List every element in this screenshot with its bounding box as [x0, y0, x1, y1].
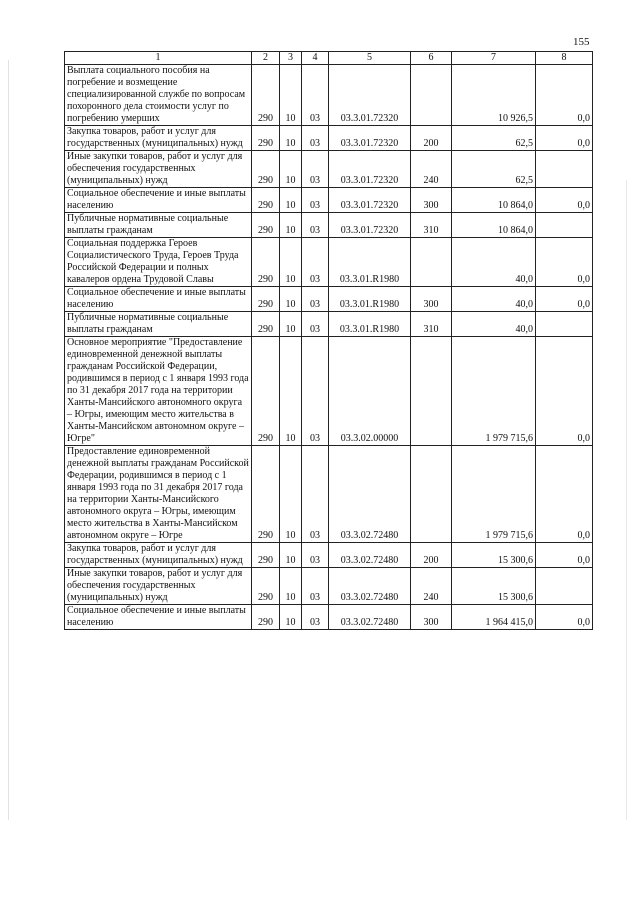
cell-podrazdel: 03 [302, 287, 329, 312]
cell-amount: 10 864,0 [452, 213, 536, 238]
cell-expense-type: 300 [411, 188, 452, 213]
table-row [65, 337, 593, 446]
row-name: Социальная поддержка Героев Социалистического Труда, Героев Труда Российской Федерации и полных кавалеров ордена Трудовой Славы [65, 238, 252, 287]
table-row [65, 312, 593, 337]
cell-razdel: 10 [280, 213, 302, 238]
cell-ved: 290 [252, 605, 280, 630]
cell-amount-2: 0,0 [536, 126, 593, 151]
row-name: Предоставление единовременной денежной выплаты гражданам Российской Федерации, родившимся в период с 1 января 1993 года по 31 декабря 2017 года на территории Ханты-Мансийского автономного округа – Югры, имеющим место жительства в Ханты-Мансийском автономном округе – Югре [65, 446, 252, 543]
cell-ved: 290 [252, 287, 280, 312]
row-name: Социальное обеспечение и иные выплаты населению [65, 605, 252, 630]
cell-target-code: 03.3.01.72320 [329, 65, 411, 126]
cell-target-code: 03.3.01.72320 [329, 151, 411, 188]
cell-expense-type: 310 [411, 312, 452, 337]
cell-target-code: 03.3.02.72480 [329, 543, 411, 568]
cell-amount: 40,0 [452, 312, 536, 337]
cell-amount-2: 0,0 [536, 65, 593, 126]
cell-amount-2: 0,0 [536, 287, 593, 312]
cell-podrazdel: 03 [302, 446, 329, 543]
row-name: Публичные нормативные социальные выплаты гражданам [65, 312, 252, 337]
cell-amount: 62,5 [452, 126, 536, 151]
cell-podrazdel: 03 [302, 188, 329, 213]
cell-target-code: 03.3.02.72480 [329, 446, 411, 543]
cell-podrazdel: 03 [302, 213, 329, 238]
cell-amount: 1 979 715,6 [452, 446, 536, 543]
cell-target-code: 03.3.02.72480 [329, 605, 411, 630]
scan-edge-mark [626, 180, 627, 820]
column-header: 7 [452, 52, 536, 65]
cell-expense-type: 200 [411, 126, 452, 151]
cell-amount: 62,5 [452, 151, 536, 188]
column-header: 2 [252, 52, 280, 65]
cell-razdel: 10 [280, 65, 302, 126]
cell-target-code: 03.3.02.72480 [329, 568, 411, 605]
cell-amount: 15 300,6 [452, 543, 536, 568]
cell-amount-2 [536, 151, 593, 188]
cell-podrazdel: 03 [302, 65, 329, 126]
cell-amount: 40,0 [452, 238, 536, 287]
cell-ved: 290 [252, 337, 280, 446]
cell-target-code: 03.3.01.R1980 [329, 312, 411, 337]
cell-razdel: 10 [280, 126, 302, 151]
cell-expense-type [411, 238, 452, 287]
cell-podrazdel: 03 [302, 543, 329, 568]
row-name: Социальное обеспечение и иные выплаты населению [65, 188, 252, 213]
cell-podrazdel: 03 [302, 238, 329, 287]
column-header: 8 [536, 52, 593, 65]
cell-amount: 40,0 [452, 287, 536, 312]
row-name: Закупка товаров, работ и услуг для государственных (муниципальных) нужд [65, 543, 252, 568]
cell-target-code: 03.3.01.72320 [329, 126, 411, 151]
cell-podrazdel: 03 [302, 568, 329, 605]
table-row [65, 151, 593, 188]
cell-target-code: 03.3.01.R1980 [329, 238, 411, 287]
table-row [65, 287, 593, 312]
column-header: 5 [329, 52, 411, 65]
header-row [65, 52, 593, 65]
cell-podrazdel: 03 [302, 605, 329, 630]
column-header: 1 [65, 52, 252, 65]
table-row [65, 543, 593, 568]
cell-amount-2: 0,0 [536, 605, 593, 630]
column-header: 6 [411, 52, 452, 65]
cell-razdel: 10 [280, 287, 302, 312]
cell-amount-2: 0,0 [536, 543, 593, 568]
cell-expense-type: 310 [411, 213, 452, 238]
cell-expense-type [411, 446, 452, 543]
cell-amount-2: 0,0 [536, 188, 593, 213]
cell-razdel: 10 [280, 188, 302, 213]
table-row [65, 126, 593, 151]
cell-expense-type: 300 [411, 287, 452, 312]
cell-razdel: 10 [280, 543, 302, 568]
cell-target-code: 03.3.01.72320 [329, 213, 411, 238]
table-row [65, 446, 593, 543]
cell-amount: 10 864,0 [452, 188, 536, 213]
cell-target-code: 03.3.02.00000 [329, 337, 411, 446]
table-row [65, 188, 593, 213]
table-row [65, 568, 593, 605]
cell-ved: 290 [252, 446, 280, 543]
cell-razdel: 10 [280, 151, 302, 188]
cell-amount-2 [536, 213, 593, 238]
row-name: Иные закупки товаров, работ и услуг для обеспечения государственных (муниципальных) нужд [65, 151, 252, 188]
row-name: Иные закупки товаров, работ и услуг для обеспечения государственных (муниципальных) нужд [65, 568, 252, 605]
cell-amount: 1 979 715,6 [452, 337, 536, 446]
cell-target-code: 03.3.01.R1980 [329, 287, 411, 312]
cell-razdel: 10 [280, 238, 302, 287]
cell-expense-type [411, 337, 452, 446]
scan-edge-mark [8, 60, 9, 820]
table-row [65, 213, 593, 238]
cell-podrazdel: 03 [302, 337, 329, 446]
cell-ved: 290 [252, 312, 280, 337]
table-row [65, 605, 593, 630]
row-name: Основное мероприятие "Предоставление единовременной денежной выплаты гражданам Российской Федерации, родившимся в период с 1 января 1993 года по 31 декабря 2017 года на территории Ханты-Мансийского автономного округа – Югры, имеющим место жительства в Ханты-Мансийском автономном округе – Югре" [65, 337, 252, 446]
cell-razdel: 10 [280, 446, 302, 543]
column-header: 4 [302, 52, 329, 65]
column-header: 3 [280, 52, 302, 65]
cell-expense-type: 240 [411, 151, 452, 188]
page-number: 155 [573, 36, 590, 48]
budget-table [64, 51, 593, 630]
table-row [65, 65, 593, 126]
cell-ved: 290 [252, 65, 280, 126]
cell-expense-type: 200 [411, 543, 452, 568]
cell-ved: 290 [252, 151, 280, 188]
cell-amount-2: 0,0 [536, 337, 593, 446]
cell-ved: 290 [252, 126, 280, 151]
cell-ved: 290 [252, 238, 280, 287]
cell-amount-2 [536, 312, 593, 337]
cell-podrazdel: 03 [302, 126, 329, 151]
row-name: Публичные нормативные социальные выплаты гражданам [65, 213, 252, 238]
cell-expense-type: 240 [411, 568, 452, 605]
cell-amount-2 [536, 568, 593, 605]
cell-razdel: 10 [280, 312, 302, 337]
cell-razdel: 10 [280, 568, 302, 605]
cell-target-code: 03.3.01.72320 [329, 188, 411, 213]
table-row [65, 238, 593, 287]
row-name: Социальное обеспечение и иные выплаты населению [65, 287, 252, 312]
row-name: Выплата социального пособия на погребение и возмещение специализированной службе по вопросам похоронного дела стоимости услуг по погребению умерших [65, 65, 252, 126]
cell-ved: 290 [252, 188, 280, 213]
cell-ved: 290 [252, 213, 280, 238]
cell-amount: 15 300,6 [452, 568, 536, 605]
row-name: Закупка товаров, работ и услуг для государственных (муниципальных) нужд [65, 126, 252, 151]
cell-amount-2: 0,0 [536, 446, 593, 543]
cell-podrazdel: 03 [302, 151, 329, 188]
cell-podrazdel: 03 [302, 312, 329, 337]
cell-ved: 290 [252, 568, 280, 605]
cell-amount: 10 926,5 [452, 65, 536, 126]
cell-amount: 1 964 415,0 [452, 605, 536, 630]
cell-razdel: 10 [280, 337, 302, 446]
cell-expense-type [411, 65, 452, 126]
cell-expense-type: 300 [411, 605, 452, 630]
cell-razdel: 10 [280, 605, 302, 630]
cell-amount-2: 0,0 [536, 238, 593, 287]
cell-ved: 290 [252, 543, 280, 568]
